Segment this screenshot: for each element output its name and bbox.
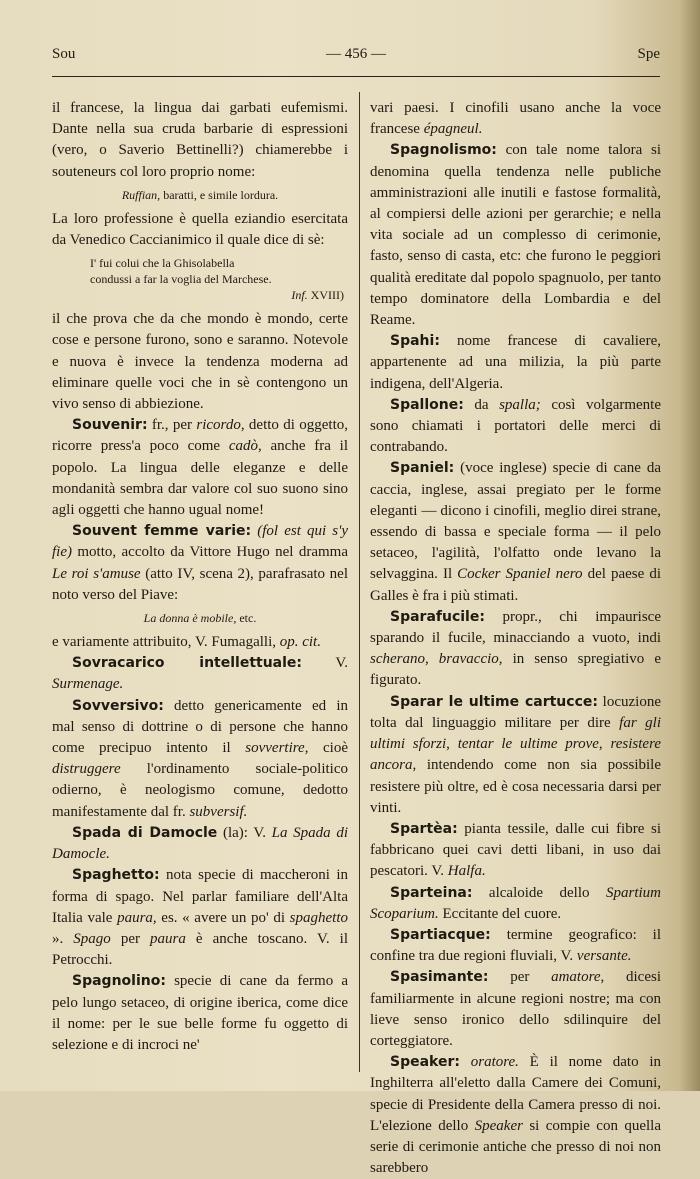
- entry-italic: scherano: [370, 651, 425, 668]
- entry-text: , intendendo come non sia possibile resistere più oltre, ed è cosa necessaria darsi per vinti.: [370, 757, 661, 816]
- quote-text: etc.: [236, 611, 257, 626]
- entry-text: pianta tessile, dalle cui fibre si fabbricano quei cavi detti libani, in uso dai pescatori. V.: [370, 820, 661, 880]
- dictionary-entry-sparafucile: [370, 607, 661, 692]
- entry-text: , es. « avere un po' di: [152, 909, 290, 926]
- entry-text: per: [110, 930, 151, 947]
- entry-text: ,: [425, 651, 439, 668]
- entry-italic: Speaker: [474, 1117, 523, 1134]
- dictionary-entry-spahi: [370, 331, 661, 395]
- quote-italic: La donna è mobile,: [143, 611, 237, 626]
- column-divider: [359, 92, 360, 1072]
- entry-headword: Souvent femme varie:: [72, 523, 252, 540]
- entry-italic: paura: [117, 909, 153, 926]
- entry-italic: Spartium Scoparium.: [370, 884, 661, 922]
- left-column: [52, 98, 348, 1056]
- entry-text: con tale nome talora si denomina quella tendenza nelle publiche amministrazioni alle inutili e fastose formalità, al compiersi delle azioni per gerarchie; e nella vita sociale ad un complesso di cerimonie, fasto, senso di casta, etc: che furono le peggiori qualità ereditate dal popolo spagnuolo, per tanto tempo dominatore della Lombardia e del Reame.: [370, 142, 661, 329]
- entry-headword: Spaniel:: [390, 460, 455, 477]
- entry-text: motto, accolto da Vittore Hugo nel dramma: [72, 544, 348, 561]
- verse-quote: [52, 187, 348, 203]
- entry-italic: far gli ultimi sforzi: [370, 714, 661, 753]
- entry-headword: Spagnolino:: [72, 973, 166, 990]
- entry-text: , cioè: [304, 740, 348, 757]
- entry-text: (voce inglese) specie di cane da caccia, inglese, assai pregiato per le forme eleganti — dicono i cinofili, meglio direi strane, essendo di bassa e speciale forma — il pelo setaceo, l'agilità, l'olfatto onde levano la selvaggina. Il: [370, 460, 661, 583]
- entry-headword: Sovversivo:: [72, 697, 164, 714]
- entry-text: nome francese di cavaliere, appartenente ad una milizia, la più parte indigena, dell'Algeria.: [370, 333, 661, 392]
- entry-text: così volgarmente sono chiamati i portatori delle merci di contrabando.: [370, 396, 661, 456]
- entry-headword: Spartiacque:: [390, 926, 491, 943]
- entry-italic: tentar le ultime prove: [457, 736, 599, 753]
- header-rule: [52, 76, 660, 77]
- entry-headword: Speaker:: [390, 1054, 460, 1071]
- entry-italic: Cocker Spaniel nero: [457, 566, 583, 583]
- dictionary-entry-spaniel: [370, 458, 661, 606]
- entry-headword: Sparafucile:: [390, 608, 485, 625]
- entry-italic: distruggere: [52, 761, 121, 778]
- dictionary-entry-speaker: [370, 1052, 661, 1179]
- entry-headword: Sparar le ultime cartucce:: [390, 693, 598, 710]
- entry-text: detto genericamente ed in mal senso di dottrine o di persone che hanno come precipuo intento il: [52, 697, 348, 757]
- dictionary-entry-sparar: [370, 692, 661, 819]
- entry-text: vari paesi. I cinofili usano anche la voce francese: [370, 100, 661, 138]
- paragraph-continuation: [370, 98, 661, 140]
- entry-italic: oratore.: [470, 1054, 519, 1071]
- entry-text: e variamente attribuito, V. Fumagalli,: [52, 634, 280, 651]
- entry-text: del paese di Galles è fra i più stimati.: [370, 566, 661, 604]
- entry-italic: amatore: [551, 969, 601, 986]
- entry-italic: ricordo: [196, 417, 241, 434]
- entry-italic: (fol est qui s'y fie): [52, 523, 348, 561]
- entry-text: l'ordinamento sociale-politico odierno, è neologismo comune, dedotto manifestamente dal fr.: [52, 761, 348, 820]
- entry-text: per: [488, 969, 552, 986]
- entry-italic: spalla;: [499, 396, 541, 413]
- entry-text: nota specie di maccheroni in forma di spago. Nel parlar familiare dell'Alta Italia vale: [52, 867, 348, 926]
- entry-text: alcaloide dello: [472, 884, 606, 901]
- entry-italic: paura: [150, 930, 186, 947]
- entry-italic: Halfa.: [447, 863, 486, 880]
- entry-headword: Spaghetto:: [72, 867, 160, 884]
- entry-text: ,: [446, 736, 458, 753]
- dictionary-entry-spartiacque: [370, 925, 661, 967]
- dictionary-entry-sparteina: [370, 883, 661, 925]
- entry-italic: épagneul.: [423, 121, 483, 138]
- entry-text: locuzione tolta dal linguaggio militare per dire: [370, 693, 661, 731]
- right-column: [370, 98, 661, 1179]
- dictionary-entry-sovracarico: [52, 653, 348, 695]
- entry-text: si compie con quella serie di cerimonie antiche che presso di noi non sarebbero: [370, 1117, 661, 1177]
- verse-quote: [52, 610, 348, 626]
- entry-italic: Le roi s'amuse: [52, 565, 141, 582]
- entry-text: V.: [302, 655, 348, 672]
- quote-text: baratti, e simile lordura.: [160, 187, 279, 202]
- verse-line: condussi a far la voglia del Marchese.: [90, 272, 272, 287]
- entry-text: ,: [598, 736, 611, 753]
- entry-headword: Spahi:: [390, 333, 440, 350]
- entry-italic: sovvertire: [245, 740, 305, 757]
- dictionary-entry-spada: [52, 823, 348, 865]
- entry-text: È il nome dato in Inghilterra all'eletto dalla Camere dei Comuni, specie di Presidente della Camera presso di noi. L'elezione dello: [370, 1054, 661, 1134]
- entry-italic: subversif.: [189, 803, 248, 820]
- dictionary-entry-spartea: [370, 819, 661, 883]
- entry-text: , in senso spregiativo e figurato.: [370, 651, 662, 689]
- entry-text: (atto IV, scena 2), parafrasato nel noto verso del Piave:: [52, 565, 349, 603]
- entry-headword: Spada di Damocle: [72, 824, 218, 841]
- entry-text: da: [463, 396, 500, 413]
- entry-italic: Spago: [73, 930, 111, 947]
- entry-text: Eccitante del cuore.: [438, 905, 562, 922]
- verse-line: I' fui colui che la Ghisolabella: [90, 256, 235, 271]
- entry-headword: Spallone:: [390, 396, 464, 413]
- entry-headword: Souvenir:: [72, 417, 148, 434]
- dictionary-entry-spagnolino: [52, 971, 348, 1056]
- page-number: — 456 —: [326, 46, 386, 62]
- dictionary-entry-souvenir: [52, 415, 348, 521]
- entry-headword: Spasimante:: [390, 969, 489, 986]
- dictionary-entry-spallone: [370, 395, 661, 459]
- entry-text: , dicesi familiarmente in alcune regioni nostre; ma con lieve senso ironico dello sdilinquire del corteggiatore.: [370, 969, 661, 1049]
- entry-text: è anche toscano. V. il Petrocchi.: [52, 930, 349, 969]
- dictionary-entry-spagnolismo: [370, 140, 661, 331]
- paragraph-continuation: il francese, la lingua dai garbati eufemismi. Dante nella sua cruda barbarie di espressioni (vero, o Saverio Bettinelli?) chiamerebbe i souteneurs col loro proprio nome:: [52, 100, 348, 180]
- entry-headword: Sparteina:: [390, 884, 473, 901]
- entry-italic: spaghetto: [289, 909, 348, 926]
- dictionary-entry-spasimante: [370, 967, 661, 1052]
- running-header: [52, 46, 660, 70]
- paragraph: il che prova che da che mondo è mondo, certe cose e persone furono, sono e saranno. Notevole e nuova è invece la tendenza moderna ad eliminare quelle voci che in sè contengono un vivo senso di abbiezione.: [52, 311, 348, 413]
- reference-text: XVIII): [307, 288, 344, 303]
- quote-italic: Ruffian,: [121, 187, 161, 202]
- paragraph: La loro professione è quella eziandio esercitata da Venedico Caccianimico il quale dice di sè:: [52, 210, 348, 249]
- dictionary-entry-spaghetto: [52, 865, 348, 971]
- entry-italic: op. cit.: [279, 634, 321, 651]
- entry-text: , detto di oggetto, ricorre press'a poco come: [52, 417, 348, 455]
- verse-reference: [90, 287, 348, 303]
- entry-italic: La Spada di Damocle.: [52, 824, 348, 863]
- header-right-guideword: Spe: [637, 46, 660, 62]
- verse-quote: [52, 255, 348, 303]
- entry-italic: versante.: [576, 948, 632, 965]
- entry-text: propr., chi impaurisce sparando il fucile, minacciando a vuoto, indi: [370, 608, 661, 647]
- entry-italic: resistere ancora: [370, 736, 662, 774]
- dictionary-entry-souvent: [52, 521, 348, 606]
- header-left-guideword: Sou: [52, 46, 76, 62]
- dictionary-entry-sovversivo: [52, 696, 348, 823]
- entry-text: specie di cane da fermo a pelo lungo setaceo, di origine iberica, come dice il nome: per le sue belle forme fu oggetto di selezione e di incroci ne': [52, 973, 348, 1053]
- entry-italic: bravaccio: [438, 651, 499, 668]
- entry-headword: Spagnolismo:: [390, 142, 497, 159]
- reference-italic: Inf.: [291, 288, 308, 303]
- entry-italic: cadò: [228, 438, 259, 455]
- paragraph: [52, 632, 348, 653]
- entry-headword: Sovracarico intellettuale:: [72, 655, 303, 672]
- entry-headword: Spartèa:: [390, 820, 458, 837]
- entry-italic: Surmenage.: [52, 676, 124, 693]
- entry-text: (la): V.: [217, 824, 272, 841]
- entry-text: termine geografico: il confine tra due regioni fluviali, V.: [370, 926, 661, 965]
- entry-text: fr., per: [147, 417, 197, 434]
- entry-text: ».: [52, 930, 74, 947]
- entry-text: , anche fra il popolo. La lingua delle eleganze e delle mondanità sembra dar valore col suo suono sino agli oggetti che hanno ugual nome!: [52, 438, 348, 519]
